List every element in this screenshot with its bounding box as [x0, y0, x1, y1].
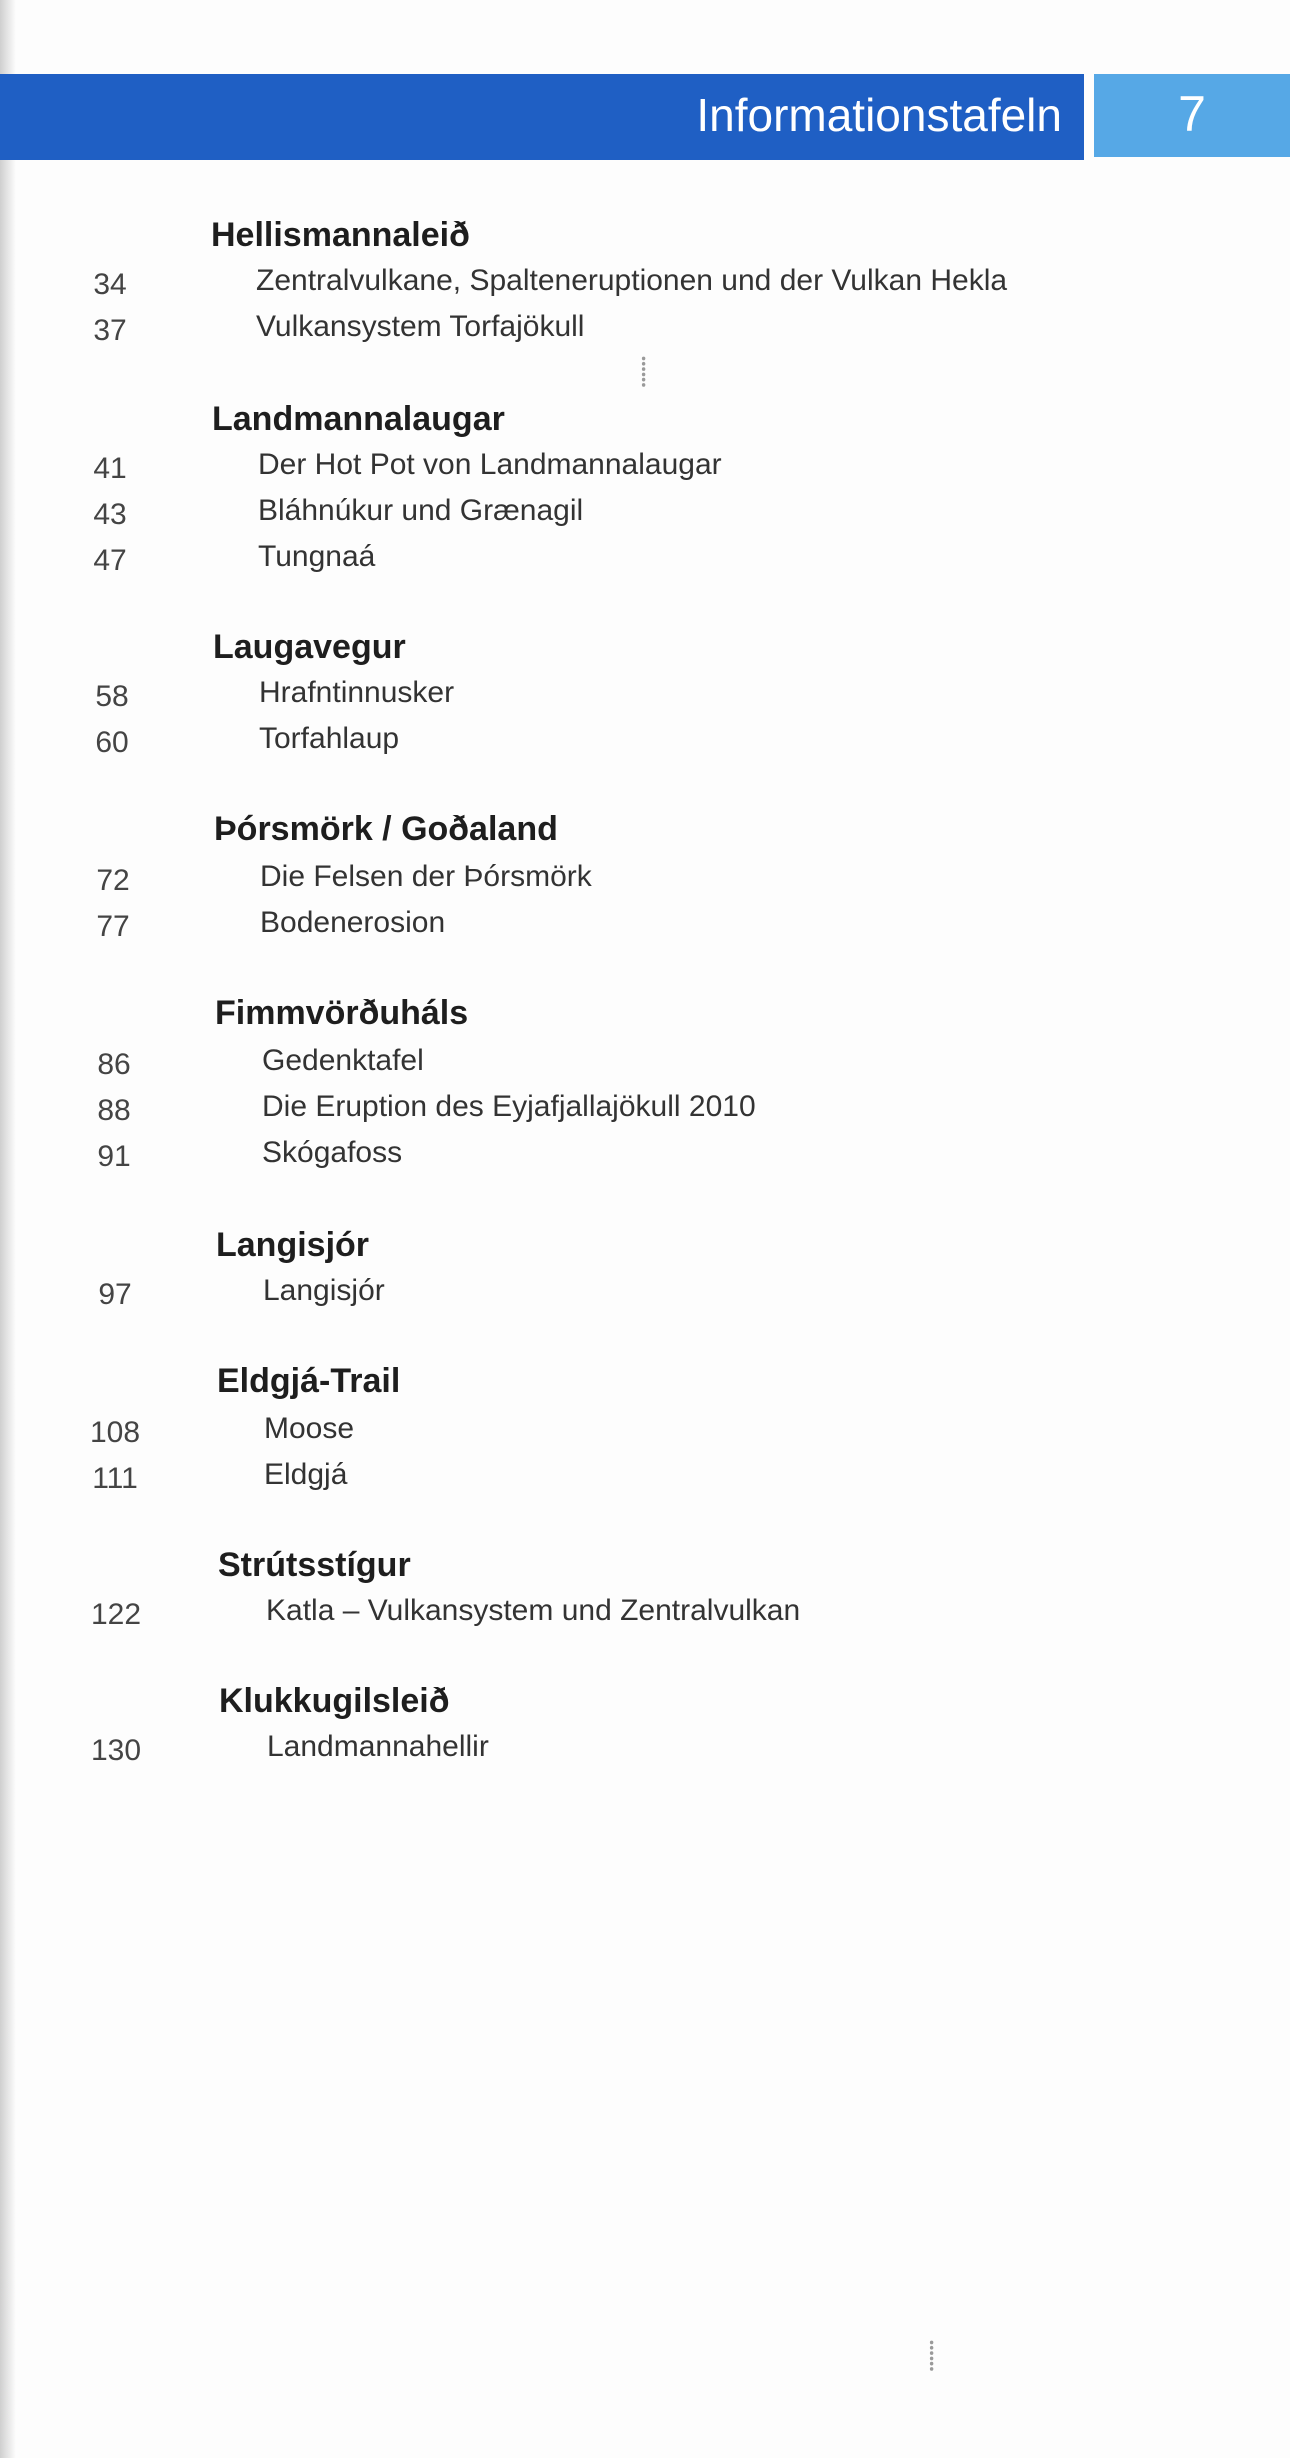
entry-title: Die Felsen der Þórsmörk	[260, 860, 592, 893]
entry-page-number: 122	[90, 1598, 142, 1631]
entry-title: Tungnaá	[258, 540, 376, 573]
section-heading: Hellismannaleið	[211, 216, 470, 254]
entry-page-number: 72	[96, 864, 130, 897]
entry-page-number: 37	[93, 314, 127, 347]
entry-title: Bláhnúkur und Grænagil	[258, 494, 584, 527]
scan-speck-icon: ⸽	[640, 356, 648, 387]
entry-page-number: 43	[93, 498, 127, 531]
entry-page-number: 108	[89, 1416, 141, 1449]
entry-page-number: 60	[95, 726, 129, 759]
entry-title: Die Eruption des Eyjafjallajökull 2010	[262, 1090, 756, 1123]
section-heading: Klukkugilsleið	[219, 1682, 450, 1720]
entry-page-number: 86	[97, 1048, 131, 1081]
entry-title: Hrafntinnusker	[259, 676, 455, 709]
page-gutter-shadow	[0, 0, 16, 2458]
entry-page-number: 130	[90, 1734, 142, 1767]
entry-page-number: 91	[97, 1140, 131, 1173]
chapter-number-box	[1094, 74, 1290, 157]
chapter-title: Informationstafeln	[696, 89, 1062, 141]
entry-title: Eldgjá	[264, 1458, 348, 1491]
entry-page-number: 58	[95, 680, 129, 713]
entry-title: Zentralvulkane, Spalteneruptionen und der Vulkan Hekla	[256, 264, 1008, 297]
entry-title: Katla – Vulkansystem und Zentralvulkan	[266, 1594, 801, 1627]
entry-page-number: 77	[96, 910, 130, 943]
entry-title: Torfahlaup	[259, 722, 400, 755]
entry-page-number: 47	[93, 544, 127, 577]
entry-title: Moose	[264, 1412, 355, 1445]
entry-title: Bodenerosion	[260, 906, 446, 939]
entry-page-number: 34	[93, 268, 127, 301]
section-heading: Strútsstígur	[218, 1546, 411, 1584]
section-heading: Eldgjá-Trail	[217, 1362, 401, 1400]
section-heading: Langisjór	[216, 1226, 370, 1264]
entry-title: Vulkansystem Torfajökull	[256, 310, 585, 343]
section-heading: Fimmvörðuháls	[215, 994, 469, 1032]
section-heading: Þórsmörk / Goðaland	[214, 810, 558, 848]
entry-page-number: 97	[98, 1278, 132, 1311]
chapter-number: 7	[1178, 86, 1206, 142]
entry-title: Gedenktafel	[262, 1044, 424, 1077]
scan-speck-icon: ⸽	[928, 2340, 936, 2371]
entry-title: Der Hot Pot von Landmannalaugar	[258, 448, 722, 481]
entry-title: Langisjór	[263, 1274, 385, 1307]
entry-page-number: 41	[93, 452, 127, 485]
section-heading: Laugavegur	[213, 628, 406, 666]
entry-title: Skógafoss	[262, 1136, 403, 1169]
entry-page-number: 111	[92, 1462, 138, 1495]
entry-title: Landmannahellir	[267, 1730, 489, 1763]
chapter-header-bar	[0, 74, 1084, 160]
section-heading: Landmannalaugar	[212, 400, 505, 438]
entry-page-number: 88	[97, 1094, 131, 1127]
